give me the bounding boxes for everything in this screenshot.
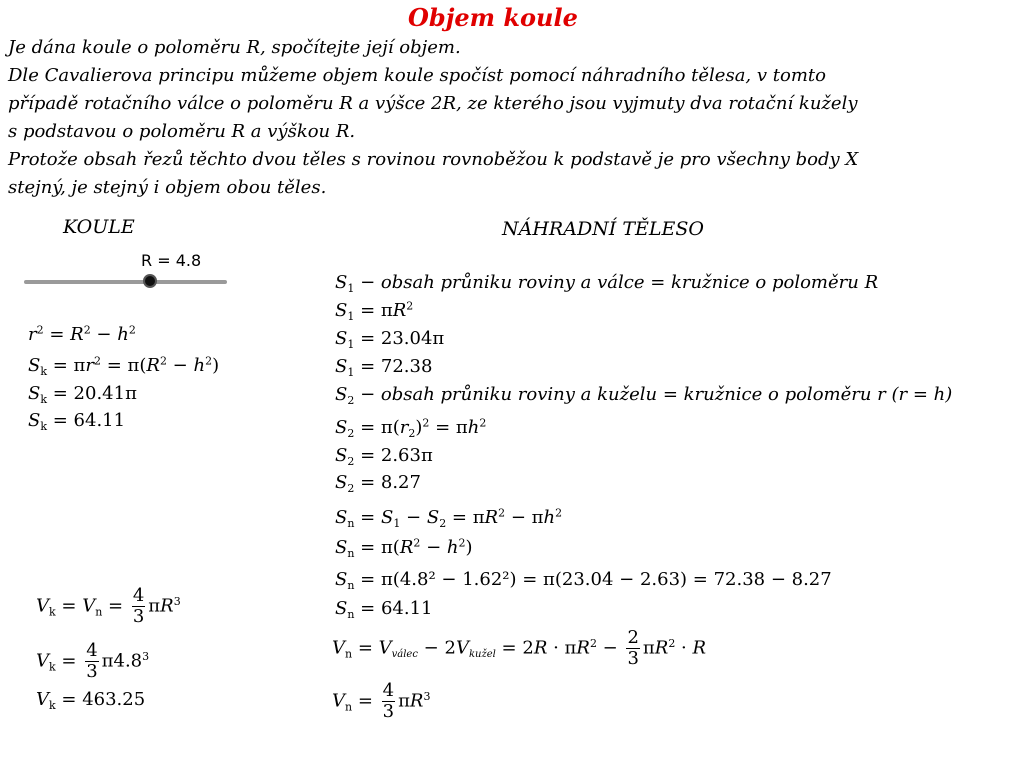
- nahradni-heading: NÁHRADNÍ TĚLESO: [502, 218, 704, 240]
- intro-line: Dle Cavalierova principu můžeme objem koule spočíst pomocí náhradního tělesa, v tomto: [8, 65, 826, 86]
- formula-sk-general: $S_k = \pi r^2 = \pi(R^2 - h^2)$: [28, 354, 220, 378]
- radius-slider-handle[interactable]: [143, 274, 157, 288]
- intro-line: Protože obsah řezů těchto dvou těles s rovinou rovnoběžou k podstavě je pro všechny body X: [8, 149, 859, 170]
- formula-s1-pi: $S_1 = 23.04\pi$: [335, 328, 445, 351]
- formula-vn-result: $V_n$ = $\frac{4}{3}$ $\pi R^3$: [332, 680, 431, 722]
- s2-value: 8.27: [380, 472, 421, 493]
- formula-vn-difference: $V_n = V_{válec} - 2V_{kužel} = 2R \cdot \pi R^2$ − $\frac{2}{3}$ $\pi R^2 \cdot R$: [332, 627, 707, 669]
- sn-numeric: π(4.8² − 1.62²) = π(23.04 − 2.63) = 72.38 − 8.27: [380, 569, 832, 590]
- formula-s2-value: $S_2 = 8.27$: [335, 472, 421, 495]
- formula-s2-general: $S_2 = \pi(r_2)^2 = \pi h^2$: [335, 416, 487, 440]
- s2-description: $S_2$ − obsah průniku roviny a kuželu = kružnice o poloměru r (r = h): [335, 384, 953, 407]
- intro-line: Je dána koule o poloměru R, spočítejte její objem.: [8, 37, 461, 58]
- sn-value: 64.11: [380, 598, 433, 619]
- koule-heading: KOULE: [63, 216, 135, 238]
- vk-value: 463.25: [82, 689, 146, 710]
- s1-desc-text: obsah průniku roviny a válce = kružnice o poloměru R: [380, 272, 879, 293]
- formula-sn-value: $S_n = 64.11$: [335, 598, 433, 621]
- intro-line: případě rotačního válce o poloměru R a výšce 2R, ze kterého jsou vyjmuty dva rotační kužely: [8, 93, 858, 114]
- formula-r-squared: $r^2 = R^2 - h^2$: [28, 323, 136, 345]
- formula-sn-factored: $S_n = \pi(R^2 - h^2)$: [335, 536, 473, 560]
- formula-vk-general: $V_k = V_n$ = $\frac{4}{3}$ $\pi R^3$: [36, 585, 181, 627]
- radius-slider-label: R = 4.8: [141, 251, 202, 270]
- s1-value: 72.38: [380, 356, 433, 377]
- s1-description: $S_1$ − obsah průniku roviny a válce = kružnice o poloměru R: [335, 272, 879, 295]
- page-title: Objem koule: [408, 3, 578, 32]
- s2-desc-text: obsah průniku roviny a kuželu = kružnice o poloměru r (r = h): [380, 384, 953, 405]
- formula-sk-value: $S_k = 64.11$: [28, 410, 126, 433]
- radius-slider-track[interactable]: [24, 280, 227, 284]
- formula-vk-value: $V_k = 463.25$: [36, 689, 146, 712]
- formula-s1-general: $S_1 = \pi R^2$: [335, 299, 414, 323]
- formula-s1-value: $S_1 = 72.38$: [335, 356, 433, 379]
- s1-pi-value: 23.04π: [380, 328, 445, 349]
- sk-pi-value: 20.41π: [73, 383, 137, 404]
- formula-sn-numeric: $S_n = \pi(4.8^2 - 1.62^2) = \pi(23.04 - 2.63) = 72.38 - 8.27$: [335, 569, 832, 592]
- formula-s2-pi: $S_2 = 2.63\pi$: [335, 445, 433, 468]
- formula-sk-pi: $S_k = 20.41\pi$: [28, 383, 137, 406]
- intro-line: s podstavou o poloměru R a výškou R.: [8, 121, 356, 142]
- sk-value: 64.11: [73, 410, 126, 431]
- formula-sn-difference: $S_n = S_1 - S_2 = \pi R^2 - \pi h^2$: [335, 506, 563, 530]
- intro-line: stejný, je stejný i objem obou těles.: [8, 177, 327, 198]
- s2-pi-value: 2.63π: [380, 445, 433, 466]
- formula-vk-substituted: $V_k$ = $\frac{4}{3}$ $\pi 4.8^3$: [36, 640, 150, 682]
- intro-text: [8, 34, 858, 202]
